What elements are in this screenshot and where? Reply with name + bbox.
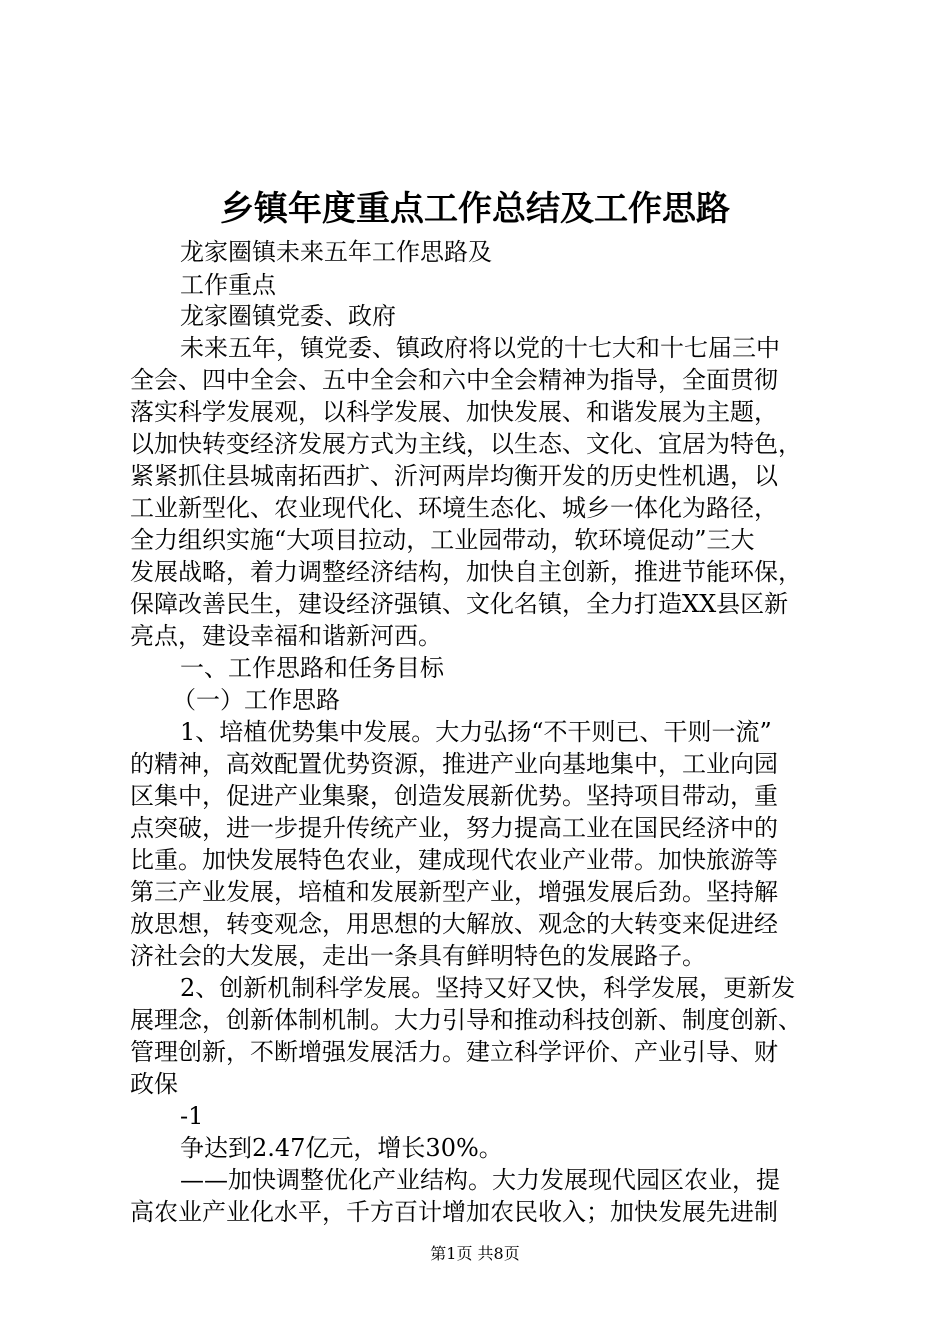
- text-line: 保障改善民生，建设经济强镇、文化名镇，全力打造XX县区新: [130, 590, 789, 618]
- text-line: 工作重点: [180, 271, 276, 299]
- text-line: 争达到2.47亿元，增长30%。: [180, 1134, 503, 1162]
- text-line: 展理念，创新体制机制。大力引导和推动科技创新、制度创新、: [130, 1006, 802, 1034]
- subsection-heading: （一）工作思路: [172, 686, 340, 714]
- text-line: 1、培植优势集中发展。大力弘扬“不干则已、干则一流”: [180, 718, 772, 746]
- text-line: 2、创新机制科学发展。坚持又好又快，科学发展，更新发: [180, 974, 796, 1002]
- document-title: 乡镇年度重点工作总结及工作思路: [220, 189, 730, 229]
- text-line: 亮点，建设幸福和谐新河西。: [130, 622, 442, 650]
- text-line: 高农业产业化水平，千方百计增加农民收入；加快发展先进制: [130, 1198, 778, 1226]
- page-footer: 第1页 共8页: [430, 1244, 520, 1263]
- text-line: 的精神，高效配置优势资源，推进产业向基地集中，工业向园: [130, 750, 778, 778]
- text-line: 以加快转变经济发展方式为主线，以生态、文化、宜居为特色，: [130, 430, 802, 458]
- text-line: 龙家圈镇党委、政府: [180, 302, 396, 330]
- text-line: 第三产业发展，培植和发展新型产业，增强发展后劲。坚持解: [130, 878, 778, 906]
- text-line: 紧紧抓住县城南拓西扩、沂河两岸均衡开发的历史性机遇，以: [130, 462, 778, 490]
- text-line: 全会、四中全会、五中全会和六中全会精神为指导，全面贯彻: [130, 366, 778, 394]
- text-line: 工业新型化、农业现代化、环境生态化、城乡一体化为路径，: [130, 494, 778, 522]
- text-line: 区集中，促进产业集聚，创造发展新优势。坚持项目带动，重: [130, 782, 778, 810]
- text-line: 落实科学发展观，以科学发展、加快发展、和谐发展为主题，: [130, 398, 778, 426]
- section-heading: 一、工作思路和任务目标: [180, 654, 444, 682]
- text-line: 全力组织实施“大项目拉动，工业园带动，软环境促动”三大: [130, 526, 755, 554]
- text-line: 龙家圈镇未来五年工作思路及: [180, 238, 492, 266]
- text-line: 未来五年，镇党委、镇政府将以党的十七大和十七届三中: [180, 334, 780, 362]
- text-line: 济社会的大发展，走出一条具有鲜明特色的发展路子。: [130, 942, 706, 970]
- text-line: 发展战略，着力调整经济结构，加快自主创新，推进节能环保，: [130, 558, 802, 586]
- text-line: 点突破，进一步提升传统产业，努力提高工业在国民经济中的: [130, 814, 778, 842]
- text-line: ——加快调整优化产业结构。大力发展现代园区农业，提: [180, 1166, 780, 1194]
- text-line: 政保: [130, 1070, 178, 1098]
- text-line: 放思想，转变观念，用思想的大解放、观念的大转变来促进经: [130, 910, 778, 938]
- text-line: 比重。加快发展特色农业，建成现代农业产业带。加快旅游等: [130, 846, 778, 874]
- page-marker: -1: [180, 1102, 204, 1130]
- text-line: 管理创新，不断增强发展活力。建立科学评价、产业引导、财: [130, 1038, 778, 1066]
